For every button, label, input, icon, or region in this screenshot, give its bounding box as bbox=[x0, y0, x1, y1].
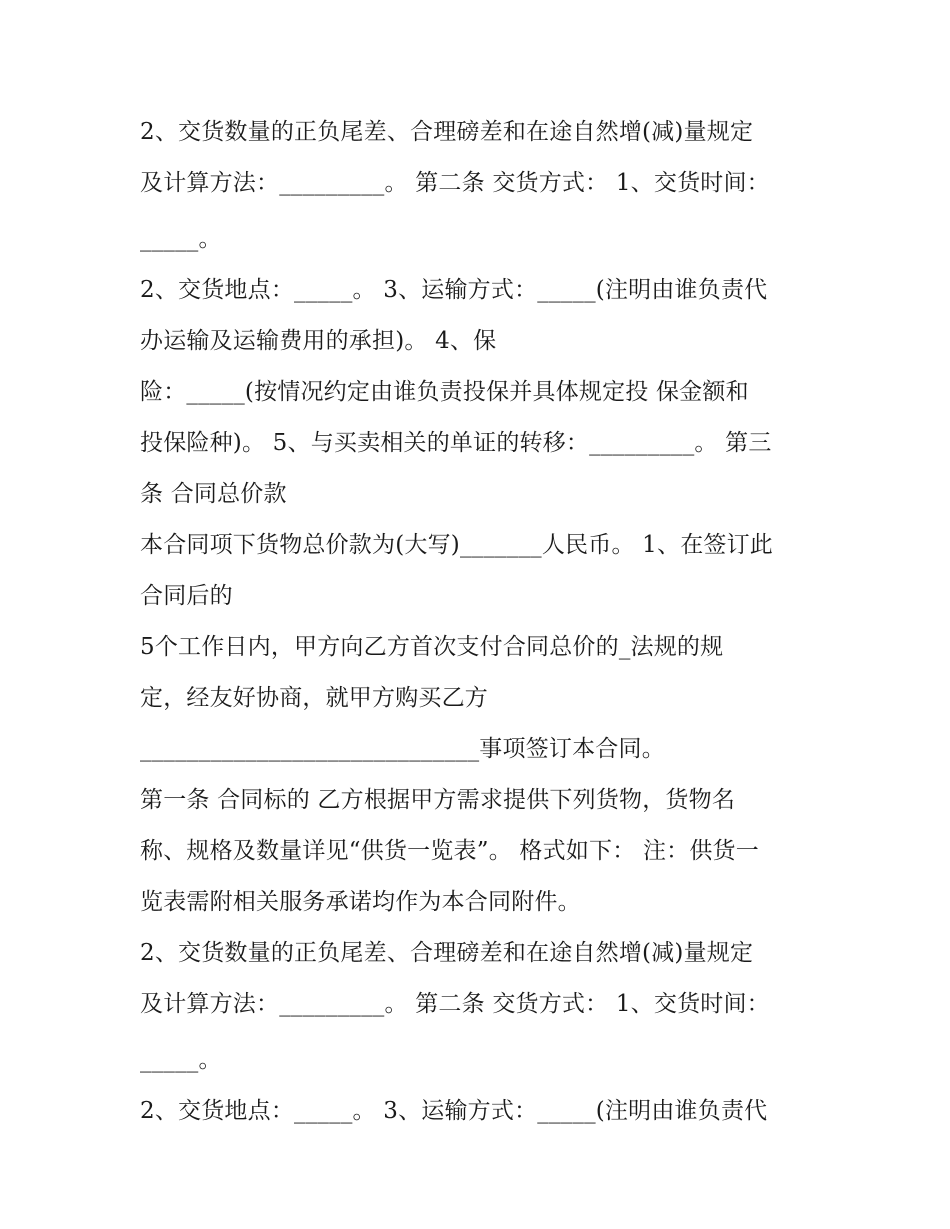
text-line: _____________________________事项签订本合同。 bbox=[140, 736, 665, 762]
text-line: 览表需附相关服务承诺均作为本合同附件。 bbox=[140, 889, 581, 915]
text-line: 5个工作日内，甲方向乙方首次支付合同总价的_法规的规 bbox=[140, 634, 724, 660]
text-line: 险：_____(按情况约定由谁负责投保并具体规定投 保金额和 bbox=[140, 379, 749, 405]
text-line: 条 合同总价款 bbox=[140, 481, 287, 507]
text-line: 第一条 合同标的 乙方根据甲方需求提供下列货物，货物名 bbox=[140, 787, 736, 813]
text-line: 合同后的 bbox=[140, 583, 233, 609]
text-line: 办运输及运输费用的承担)。 4、保 bbox=[140, 328, 497, 354]
text-line: 2、交货地点：_____。 3、运输方式：_____(注明由谁负责代 bbox=[140, 1098, 768, 1124]
text-line: 本合同项下货物总价款为(大写)_______人民币。 1、在签订此 bbox=[140, 532, 773, 558]
text-line: 及计算方法：_________。 第二条 交货方式： 1、交货时间： bbox=[140, 991, 770, 1017]
text-line: _____。 bbox=[140, 1047, 222, 1073]
text-line: 2、交货数量的正负尾差、合理磅差和在途自然增(减)量规定 bbox=[140, 119, 754, 145]
text-line: 2、交货地点：_____。 3、运输方式：_____(注明由谁负责代 bbox=[140, 277, 768, 303]
text-line: _____。 bbox=[140, 226, 222, 252]
text-line: 2、交货数量的正负尾差、合理磅差和在途自然增(减)量规定 bbox=[140, 940, 754, 966]
text-line: 定，经友好协商，就甲方购买乙方 bbox=[140, 685, 488, 711]
text-line: 称、规格及数量详见“供货一览表”。 格式如下： 注：供货一 bbox=[140, 838, 759, 864]
text-line: 及计算方法：_________。 第二条 交货方式： 1、交货时间： bbox=[140, 170, 770, 196]
text-line: 投保险种)。 5、与买卖相关的单证的转移：_________。 第三 bbox=[140, 430, 772, 456]
contract-text bbox=[140, 107, 830, 1137]
